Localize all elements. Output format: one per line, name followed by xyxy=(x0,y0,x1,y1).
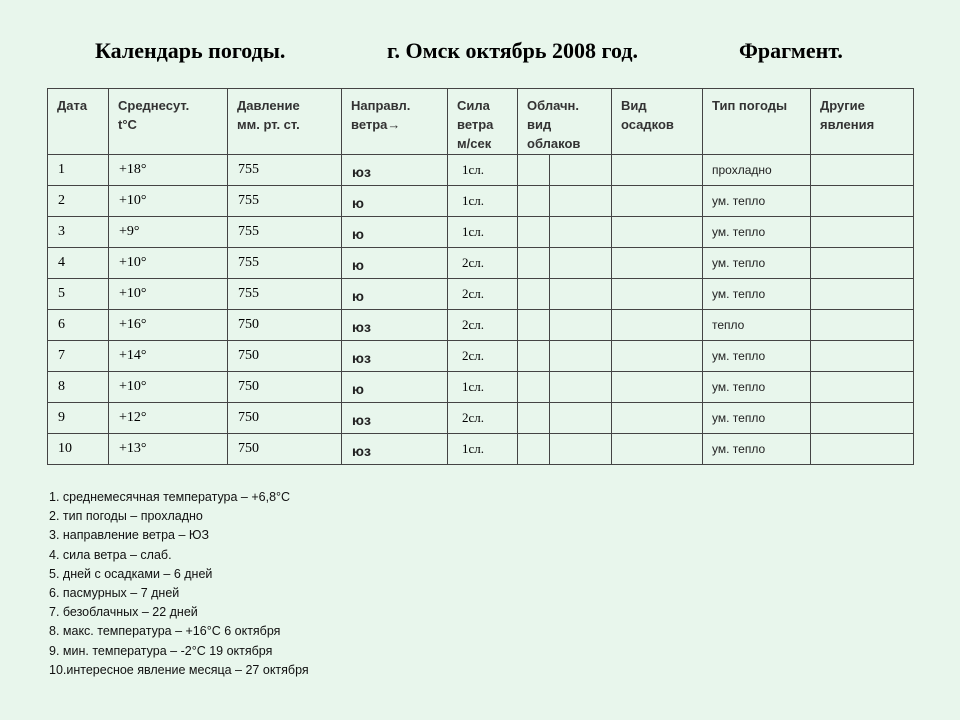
cell-other-phenomena xyxy=(811,310,914,341)
summary-notes xyxy=(49,488,309,680)
cell-weather-type: прохладно xyxy=(703,155,811,186)
cell-pressure: 750 xyxy=(228,310,342,341)
cell-wind-speed: 2сл. xyxy=(448,310,518,341)
table-row xyxy=(48,341,914,372)
cell-precipitation xyxy=(612,372,703,403)
cell-temperature: +10° xyxy=(109,248,228,279)
cell-weather-type: ум. тепло xyxy=(703,434,811,465)
cell-cloudiness xyxy=(518,434,550,465)
cell-cloud-type xyxy=(550,372,612,403)
cell-wind-direction: юз xyxy=(342,403,448,434)
cell-wind-direction: ю xyxy=(342,217,448,248)
cell-wind-speed: 1сл. xyxy=(448,372,518,403)
cell-cloudiness xyxy=(518,217,550,248)
cell-cloud-type xyxy=(550,217,612,248)
cell-temperature: +18° xyxy=(109,155,228,186)
cell-wind-speed: 2сл. xyxy=(448,341,518,372)
cell-wind-direction: юз xyxy=(342,434,448,465)
cell-date: 1 xyxy=(48,155,109,186)
cell-precipitation xyxy=(612,403,703,434)
cell-temperature: +9° xyxy=(109,217,228,248)
cell-pressure: 755 xyxy=(228,186,342,217)
cell-wind-direction: ю xyxy=(342,372,448,403)
header-cloudiness: Облачн. вид облаков xyxy=(518,89,612,155)
cell-wind-speed: 1сл. xyxy=(448,155,518,186)
title-fragment: Фрагмент. xyxy=(739,38,843,63)
table-row xyxy=(48,279,914,310)
cell-other-phenomena xyxy=(811,403,914,434)
cell-other-phenomena xyxy=(811,155,914,186)
cell-other-phenomena xyxy=(811,341,914,372)
title-calendar: Календарь погоды. xyxy=(95,38,286,63)
cell-precipitation xyxy=(612,341,703,372)
header-weather-type: Тип погоды xyxy=(703,89,811,155)
cell-date: 6 xyxy=(48,310,109,341)
cell-pressure: 750 xyxy=(228,341,342,372)
cell-precipitation xyxy=(612,310,703,341)
cell-cloud-type xyxy=(550,155,612,186)
cell-wind-speed: 1сл. xyxy=(448,186,518,217)
cell-date: 5 xyxy=(48,279,109,310)
cell-cloudiness xyxy=(518,279,550,310)
cell-weather-type: ум. тепло xyxy=(703,248,811,279)
cell-cloud-type xyxy=(550,341,612,372)
title-city-date: г. Омск октябрь 2008 год. xyxy=(387,38,638,63)
cell-wind-direction: ю xyxy=(342,248,448,279)
cell-temperature: +13° xyxy=(109,434,228,465)
cell-wind-direction: юз xyxy=(342,310,448,341)
table-row xyxy=(48,155,914,186)
note-item: 1. среднемесячная температура – +6,8°С xyxy=(49,490,291,504)
cell-pressure: 750 xyxy=(228,434,342,465)
cell-precipitation xyxy=(612,217,703,248)
note-item: 7. безоблачных – 22 дней xyxy=(49,605,198,620)
cell-temperature: +10° xyxy=(109,186,228,217)
note-item: 3. направление ветра – ЮЗ xyxy=(49,528,210,543)
cell-cloudiness xyxy=(518,155,550,186)
page-title xyxy=(0,38,960,68)
cell-wind-speed: 2сл. xyxy=(448,279,518,310)
table-row xyxy=(48,186,914,217)
cell-date: 3 xyxy=(48,217,109,248)
table-body xyxy=(48,155,914,465)
cell-cloud-type xyxy=(550,310,612,341)
cell-other-phenomena xyxy=(811,434,914,465)
cell-date: 9 xyxy=(48,403,109,434)
cell-precipitation xyxy=(612,155,703,186)
cell-wind-direction: юз xyxy=(342,155,448,186)
cell-cloud-type xyxy=(550,248,612,279)
cell-cloud-type xyxy=(550,434,612,465)
cell-weather-type: тепло xyxy=(703,310,811,341)
cell-wind-speed: 2сл. xyxy=(448,403,518,434)
cell-cloudiness xyxy=(518,403,550,434)
note-item: 10.интересное явление месяца – 27 октября xyxy=(49,662,309,677)
cell-date: 7 xyxy=(48,341,109,372)
table-row xyxy=(48,310,914,341)
cell-other-phenomena xyxy=(811,217,914,248)
cell-wind-direction: ю xyxy=(342,279,448,310)
weather-calendar-table xyxy=(47,88,914,465)
cell-date: 2 xyxy=(48,186,109,217)
cell-weather-type: ум. тепло xyxy=(703,217,811,248)
cell-weather-type: ум. тепло xyxy=(703,341,811,372)
table-row xyxy=(48,248,914,279)
cell-pressure: 750 xyxy=(228,403,342,434)
header-other-phenomena: Другие явления xyxy=(811,89,914,155)
table-row xyxy=(48,434,914,465)
cell-cloudiness xyxy=(518,310,550,341)
cell-date: 10 xyxy=(48,434,109,465)
cell-cloud-type xyxy=(550,186,612,217)
cell-pressure: 755 xyxy=(228,155,342,186)
cell-temperature: +10° xyxy=(109,372,228,403)
cell-cloudiness xyxy=(518,186,550,217)
cell-date: 8 xyxy=(48,372,109,403)
cell-other-phenomena xyxy=(811,186,914,217)
cell-other-phenomena xyxy=(811,279,914,310)
cell-pressure: 750 xyxy=(228,372,342,403)
cell-weather-type: ум. тепло xyxy=(703,372,811,403)
cell-weather-type: ум. тепло xyxy=(703,279,811,310)
note-item: 6. пасмурных – 7 дней xyxy=(49,586,180,601)
cell-weather-type: ум. тепло xyxy=(703,186,811,217)
cell-other-phenomena xyxy=(811,248,914,279)
header-temperature: Среднесут. t°C xyxy=(109,89,228,155)
header-pressure: Давление мм. рт. ст. xyxy=(228,89,342,155)
cell-precipitation xyxy=(612,186,703,217)
cell-cloudiness xyxy=(518,341,550,372)
cell-cloudiness xyxy=(518,248,550,279)
note-item: 2. тип погоды – прохладно xyxy=(49,509,203,524)
header-wind-speed: Сила ветра м/сек xyxy=(448,89,518,155)
cell-temperature: +12° xyxy=(109,403,228,434)
cell-cloud-type xyxy=(550,279,612,310)
cell-precipitation xyxy=(612,279,703,310)
note-item: 9. мин. температура – -2°С 19 октября xyxy=(49,643,273,658)
cell-wind-speed: 1сл. xyxy=(448,217,518,248)
note-item: 4. сила ветра – слаб. xyxy=(49,547,172,562)
cell-weather-type: ум. тепло xyxy=(703,403,811,434)
cell-wind-direction: юз xyxy=(342,341,448,372)
table-header-row xyxy=(48,89,914,155)
note-item: 8. макс. температура – +16°С 6 октября xyxy=(49,624,281,639)
cell-other-phenomena xyxy=(811,372,914,403)
cell-pressure: 755 xyxy=(228,279,342,310)
cell-temperature: +10° xyxy=(109,279,228,310)
cell-temperature: +14° xyxy=(109,341,228,372)
table-row xyxy=(48,372,914,403)
cell-date: 4 xyxy=(48,248,109,279)
cell-pressure: 755 xyxy=(228,248,342,279)
header-wind-direction: Направл. ветра→ xyxy=(342,89,448,155)
header-date: Дата xyxy=(48,89,109,155)
cell-precipitation xyxy=(612,248,703,279)
note-item: 5. дней с осадками – 6 дней xyxy=(49,566,213,581)
cell-precipitation xyxy=(612,434,703,465)
cell-pressure: 755 xyxy=(228,217,342,248)
table-row xyxy=(48,217,914,248)
cell-cloud-type xyxy=(550,403,612,434)
cell-wind-speed: 2сл. xyxy=(448,248,518,279)
table-row xyxy=(48,403,914,434)
cell-temperature: +16° xyxy=(109,310,228,341)
cell-wind-direction: ю xyxy=(342,186,448,217)
cell-cloudiness xyxy=(518,372,550,403)
cell-wind-speed: 1сл. xyxy=(448,434,518,465)
header-precipitation: Вид осадков xyxy=(612,89,703,155)
